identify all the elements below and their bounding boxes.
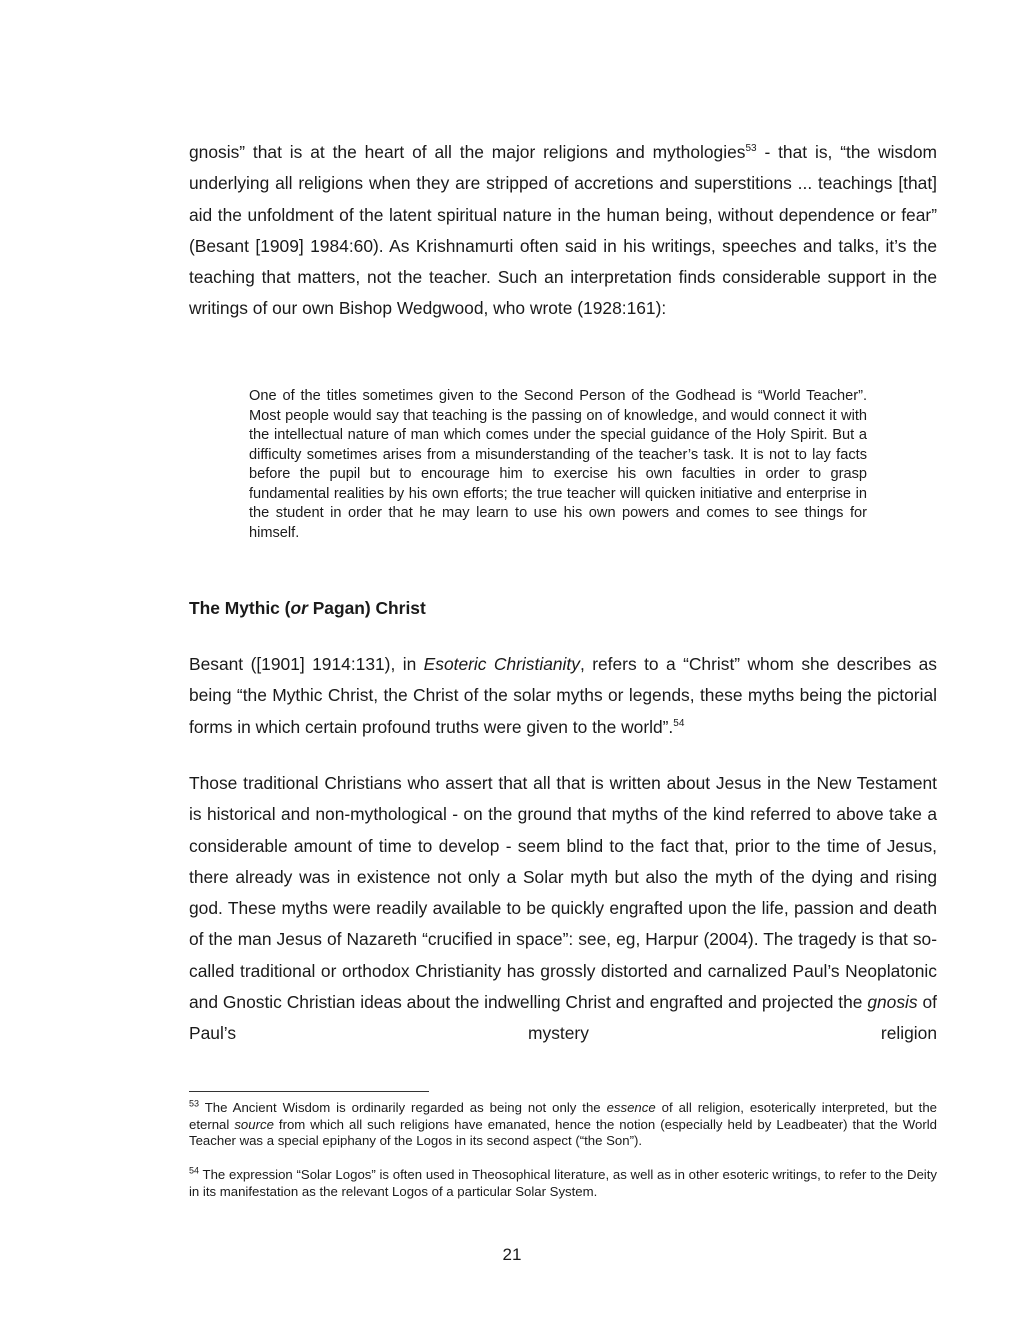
paragraph-text: gnosis” that is at the heart of all the major religions and mythologies: [189, 142, 746, 162]
paragraph-text: Besant ([1901] 1914:131), in: [189, 654, 424, 674]
footnote-54: $^{54}$ The expression “Solar Logos” is often used in Theosophical literature, as well as in other esoteric writings, to refer to the Deity in its manifestation as the relevant Logos of a particular Solar System.: [189, 1165, 937, 1199]
footnote-number: 54: [189, 1165, 200, 1176]
footnote-53: $^{53}$ The Ancient Wisdom is ordinarily regarded as being not only the essence of all religion, esoterically interpreted, but the eternal source from which all such religions have emanated, hence the notion (especially held by Leadbeater) that the World Teacher was a special epiphany of the Logos in its second aspect (“the Son”).: [189, 1098, 937, 1149]
section-heading: The Mythic (or Pagan) Christ: [189, 598, 426, 618]
emphasis-text: gnosis: [867, 992, 918, 1013]
block-quote: One of the titles sometimes given to the Second Person of the Godhead is “World Teacher”. Most people would say that teaching is the passing on of knowledge, and would connect it with the intellectual nature of man which comes under the special guidance of the Holy Spirit. But a difficulty sometimes arises from a misunderstanding of the teacher’s task. It is not to lay facts before the pupil but to encourage him to exercise his own faculties in order to grasp fundamental realities by his own efforts; the true teacher will quicken initiative and enterprise in the student in order that he may learn to use his own powers and comes to see things for himself.: [249, 388, 867, 541]
footnote-ref-54[interactable]: 54: [673, 717, 685, 729]
body-paragraph-2: [189, 649, 937, 743]
paragraph-text: Those traditional Christians who assert that all that is written about Jesus in the New Testament is historical and non-mythological - on the ground that myths of the kind referred to above take a considerable amount of time to develop - seem blind to the fact that, prior to the time of Jesus, there already was in existence not only a Solar myth but also the myth of the dying and rising god. These myths were readily available to be quickly engrafted upon the life, passion and death of the man Jesus of Nazareth “crucified in space”: see, eg, Harpur (2004). The tragedy is that so-called traditional or orthodox Christianity has grossly distorted and carnalized Paul’s Neoplatonic and Gnostic Christian ideas about the indwelling Christ and engrafted and projected the: [189, 773, 937, 1013]
page-number: 21: [502, 1245, 522, 1264]
paragraph-text: - that is, “the wisdom underlying all religions when they are stripped of accretions and superstitions ... teachings [that] aid the unfoldment of the latent spiritual nature in the human being, without dependence or fear” (Besant [1909] 1984:60). As Krishnamurti often said in his writings, speeches and talks, it’s the teaching that matters, not the teacher. Such an interpretation finds considerable support in the writings of our own Bishop Wedgwood, who wrote (1928:161):: [189, 142, 937, 319]
body-paragraph-1: [189, 137, 937, 325]
paragraph-text: , refers to a “Christ” whom she describes as being “the Mythic Christ, the Christ of the solar myths or legends, these myths being the pictorial forms in which certain profound truths were given to the world”.: [189, 654, 937, 737]
book-title: Esoteric Christianity: [423, 654, 580, 674]
paragraph-text: of Paul’s mystery religion: [189, 992, 937, 1044]
footnote-separator: [189, 1091, 429, 1092]
footnote-ref-53[interactable]: 53: [745, 143, 757, 155]
footnote-number: 53: [189, 1098, 200, 1109]
body-paragraph-3: [189, 768, 937, 1050]
